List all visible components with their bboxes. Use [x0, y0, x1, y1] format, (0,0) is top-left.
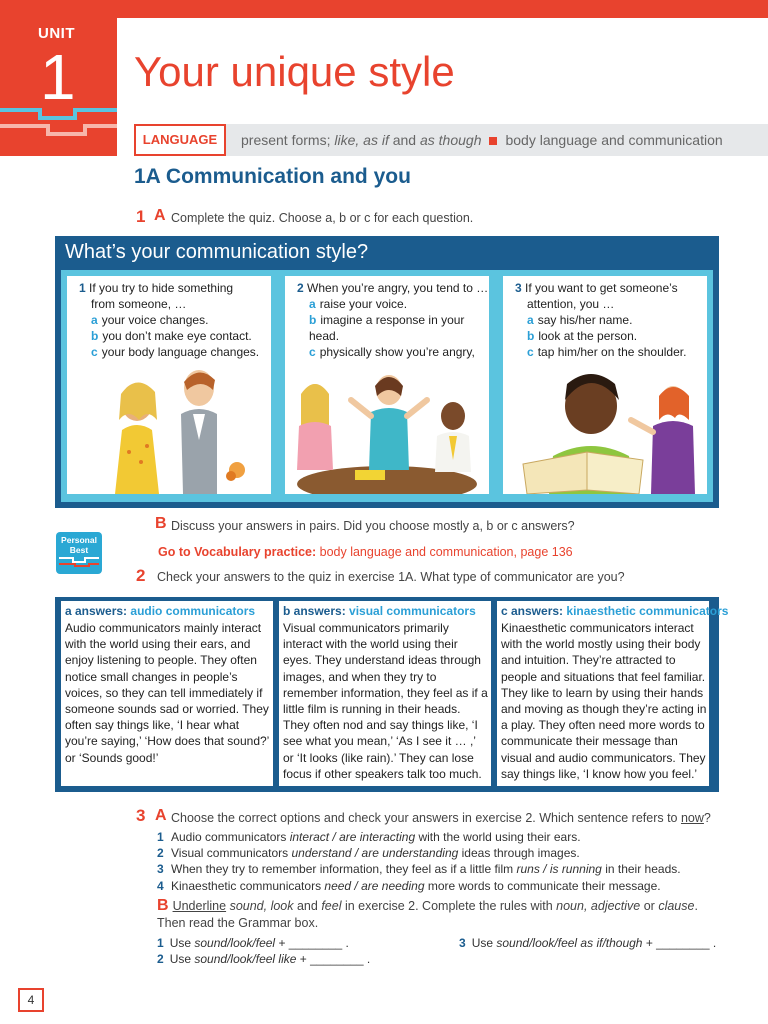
vocabulary-practice-link[interactable]: Go to Vocabulary practice: body language and communication, page 136 [158, 545, 573, 559]
exercise-1a-letter: A [154, 207, 166, 224]
option-b[interactable]: b you don’t make eye contact. [91, 329, 252, 343]
unit-label: UNIT [38, 25, 75, 42]
exercise-3-number: 3 [136, 806, 146, 825]
answers-audio: a answers: audio communicators Audio communicators mainly interact with the world using their ears, and enjoy listening to people. They often notice small changes in people’s voices, so they can tell immediately if someone sounds sad or worried. They often say things like, ‘I hear what you’re saying,’ ‘How does that sound?’ or ‘Sounds good!’ [61, 601, 273, 786]
exercise-1a-instruction: Complete the quiz. Choose a, b or c for each question. [171, 211, 474, 225]
exercise-2-instruction: Check your answers to the quiz in exercise 1A. What type of communicator are you? [157, 570, 625, 584]
language-tag: LANGUAGE [134, 124, 226, 156]
answers-visual: b answers: visual communicators Visual communicators primarily interact with the world using their eyes. They understand ideas through images, and when they try to remember information, they feel as if a little film is running in their heads. They often nod and say things like, ‘I see what you mean,’ ‘As I see it … ,’ or ‘It looks (like rain).’ They can lose focus if other speakers talk too much. [279, 601, 491, 786]
unit-stripe-decoration [0, 104, 117, 144]
choice-options[interactable]: interact / are interacting [289, 830, 416, 844]
option-c[interactable]: c physically show you’re angry, [309, 345, 475, 359]
choice-options[interactable]: understand / are understanding [291, 846, 459, 861]
option-a[interactable]: a your voice changes. [91, 313, 209, 327]
exercise-3b-instruction: B Underline sound, look and feel in exercise 2. Complete the rules with noun, adjective or clause. Then read the Grammar box. [157, 897, 698, 930]
option-b[interactable]: b look at the person. [527, 329, 638, 343]
rule-1[interactable]: 1 Use sound/look/feel + ________ . [157, 936, 349, 950]
list-item: 3 When they try to remember information, they feel as if a little film runs / is running in their heads. [157, 862, 681, 877]
page-title: Your unique style [134, 48, 455, 95]
exercise-3a-letter: A [155, 807, 167, 824]
list-item: 1 Audio communicators interact / are interacting with the world using their ears. [157, 830, 581, 844]
top-band [117, 0, 768, 18]
section-title: 1A Communication and you [134, 165, 411, 188]
exercise-3a-instruction: Choose the correct options and check your answers in exercise 2. Which sentence refers to now? [171, 811, 711, 825]
option-a[interactable]: a say his/her name. [527, 313, 633, 327]
unit-badge [0, 0, 117, 156]
exercise-1b-letter: B [155, 515, 167, 532]
quiz-box [55, 236, 719, 508]
page-number: 4 [18, 988, 44, 1012]
rule-3[interactable]: 3 Use sound/look/feel as if/though + ________ . [459, 936, 717, 950]
answers-box [55, 597, 729, 792]
choice-options[interactable]: need / are needing [324, 878, 425, 893]
choice-options[interactable]: runs / is running [516, 862, 602, 877]
square-bullet-icon [489, 137, 497, 145]
exercise-3a-items [157, 829, 681, 894]
quiz-question-3: 3 If you want to get someone’s attention, you … a say his/her name. b look at the person. c tap him/her on the shoulder. [503, 276, 707, 494]
option-b[interactable]: b imagine a response in your head. [309, 313, 465, 343]
rule-2[interactable]: 2 Use sound/look/feel like + ________ . [157, 952, 371, 966]
exercise-1-number: 1 [136, 207, 146, 226]
exercise-2-number: 2 [136, 566, 146, 585]
unit-number: 1 [40, 41, 76, 113]
personal-best-badge: Personal Best [56, 532, 102, 574]
list-item: 2 Visual communicators understand / are understanding ideas through images. [157, 846, 580, 861]
option-a[interactable]: a raise your voice. [309, 297, 408, 311]
option-c[interactable]: c tap him/her on the shoulder. [527, 345, 687, 359]
language-bar [134, 124, 768, 156]
quiz-title: What’s your communication style? [65, 241, 369, 263]
exercise-1b-instruction: Discuss your answers in pairs. Did you choose mostly a, b or c answers? [171, 519, 575, 533]
quiz-panels [61, 270, 713, 502]
quiz-question-1: 1 If you try to hide something from someone, … a your voice changes. b you don’t make eye contact. c your body language changes. [67, 276, 271, 494]
option-c[interactable]: c your body language changes. [91, 345, 260, 359]
illustration-couple [67, 360, 271, 494]
illustration-meeting [285, 360, 489, 494]
illustration-tap-shoulder [503, 360, 707, 494]
list-item: 4 Kinaesthetic communicators need / are needing more words to communicate their message. [157, 878, 661, 893]
quiz-question-2: 2 When you’re angry, you tend to … a raise your voice. b imagine a response in your head. c physically show you’re angry, [285, 276, 489, 494]
personal-best-stripe-icon [59, 555, 99, 567]
answers-kinaesthetic: c answers: kinaesthetic communicators Kinaesthetic communicators interact with the world mostly using their body and intuition. They’re attracted to people and situations that feel familiar. They like to learn by using their hands and moving as though they’re acting in a play. They often need more words to communicate their message than visual and audio communicators. They say things like, ‘I know how you feel.’ [497, 601, 709, 786]
language-summary: present forms; like, as if and as though body language and communication [241, 132, 723, 148]
